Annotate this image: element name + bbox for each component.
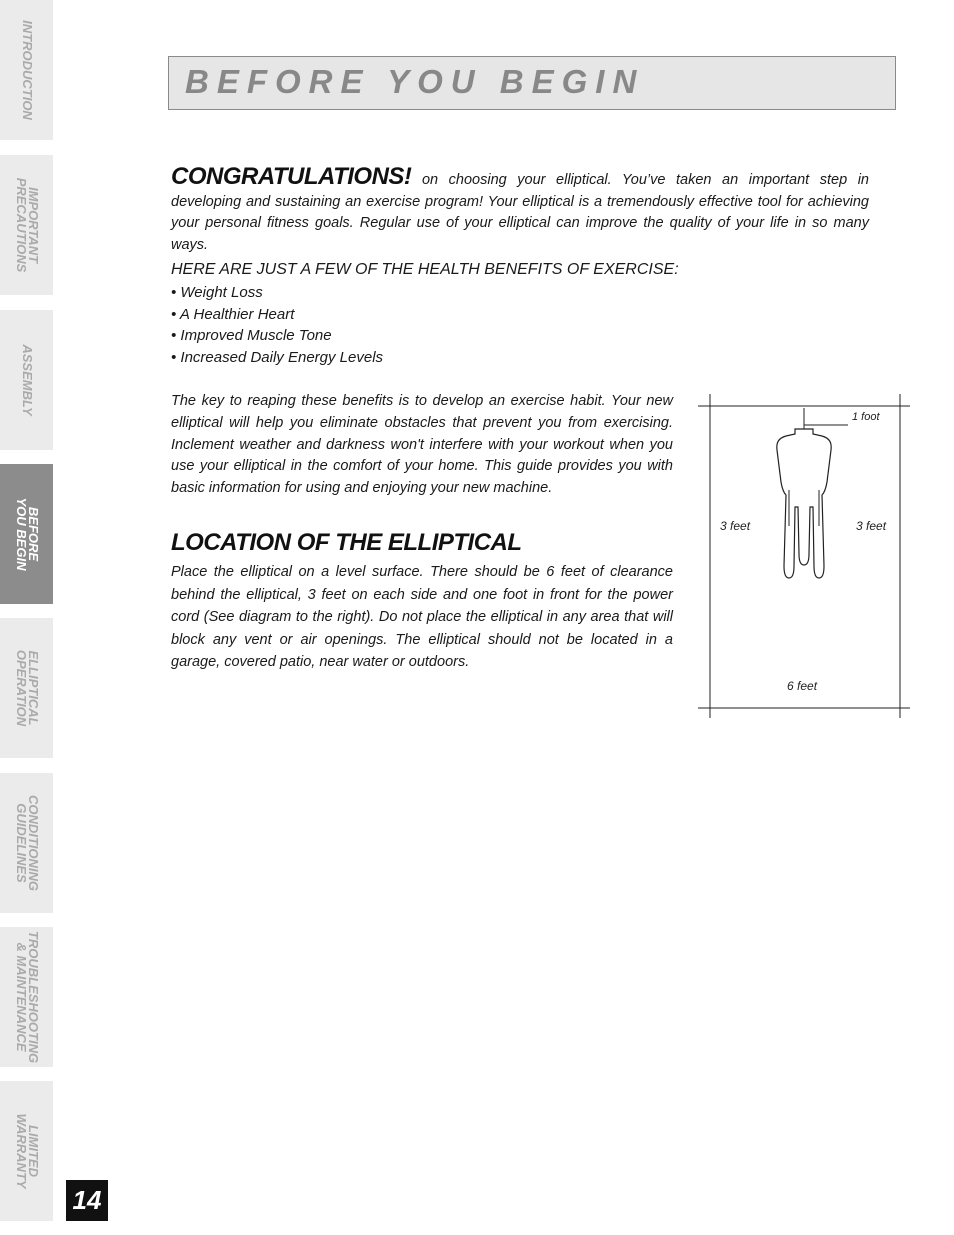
tab-troubleshooting-maintenance[interactable] [0, 927, 53, 1067]
list-item: • Increased Daily Energy Levels [171, 347, 571, 369]
congratulations-heading: CONGRATULATIONS! [171, 163, 412, 190]
key-paragraph: The key to reaping these benefits is to develop an exercise habit. Your new elliptical will help you eliminate obstacles that prevent you from exercising. Inclement weather and darkness won't interfere with your workout when you use your elliptical in the comfort of your home. This guide provides you with basic information for using and enjoying your new machine. [171, 393, 673, 497]
tab-label: ASSEMBLY [19, 344, 35, 416]
tab-label: CONDITIONING GUIDELINES [13, 794, 41, 892]
tab-conditioning-guidelines[interactable] [0, 773, 53, 913]
tab-limited-warranty[interactable] [0, 1081, 53, 1221]
intro-paragraph [171, 163, 869, 256]
location-heading: LOCATION OF THE ELLIPTICAL [171, 529, 522, 556]
side-tab-bar [0, 0, 53, 1235]
benefits-heading: HERE ARE JUST A FEW OF THE HEALTH BENEFITS OF EXERCISE: [171, 261, 679, 278]
left-clearance-label: 3 feet [720, 519, 751, 533]
tab-label: TROUBLESHOOTING & MAINTENANCE [13, 930, 41, 1064]
tab-assembly[interactable] [0, 310, 53, 450]
location-paragraph: Place the elliptical on a level surface. There should be 6 feet of clearance behind the elliptical, 3 feet on each side and one foot in front for the power cord (See diagram to the right). Do not place the elliptical in any area that will block any vent or air openings. The elliptical should not be located in a garage, covered patio, near water or outdoors. [171, 564, 673, 670]
list-item: • Weight Loss [171, 282, 571, 304]
title-banner [168, 56, 896, 110]
intro-text: on choosing your elliptical. You’ve taken an important step in developing and sustaining an exercise program! Your elliptical is a tremendously effective tool for achieving your personal fitness goals. Regular use of your elliptical can improve the quality of your life in so many ways. [171, 172, 869, 253]
front-clearance-label: 1 foot [852, 411, 880, 423]
page-number: 14 [66, 1180, 108, 1221]
list-item: • Improved Muscle Tone [171, 325, 571, 347]
tab-important-precautions[interactable] [0, 155, 53, 295]
clearance-diagram-graphic [698, 394, 910, 718]
page-title: BEFORE YOU BEGIN [185, 63, 645, 100]
tab-label: BEFORE YOU BEGIN [13, 497, 41, 571]
tab-label: LIMITED WARRANTY [13, 1113, 41, 1189]
list-item: • A Healthier Heart [171, 304, 571, 326]
benefits-list [171, 282, 571, 369]
tab-introduction[interactable] [0, 0, 53, 140]
tab-elliptical-operation[interactable] [0, 618, 53, 758]
back-clearance-label: 6 feet [787, 679, 818, 693]
tab-label: ELLIPTICAL OPERATION [13, 649, 41, 727]
clearance-diagram [698, 394, 910, 718]
tab-label: INTRODUCTION [19, 20, 35, 120]
tab-before-you-begin[interactable] [0, 464, 53, 604]
tab-label: IMPORTANT PRECAUTIONS [13, 177, 41, 273]
right-clearance-label: 3 feet [856, 519, 887, 533]
